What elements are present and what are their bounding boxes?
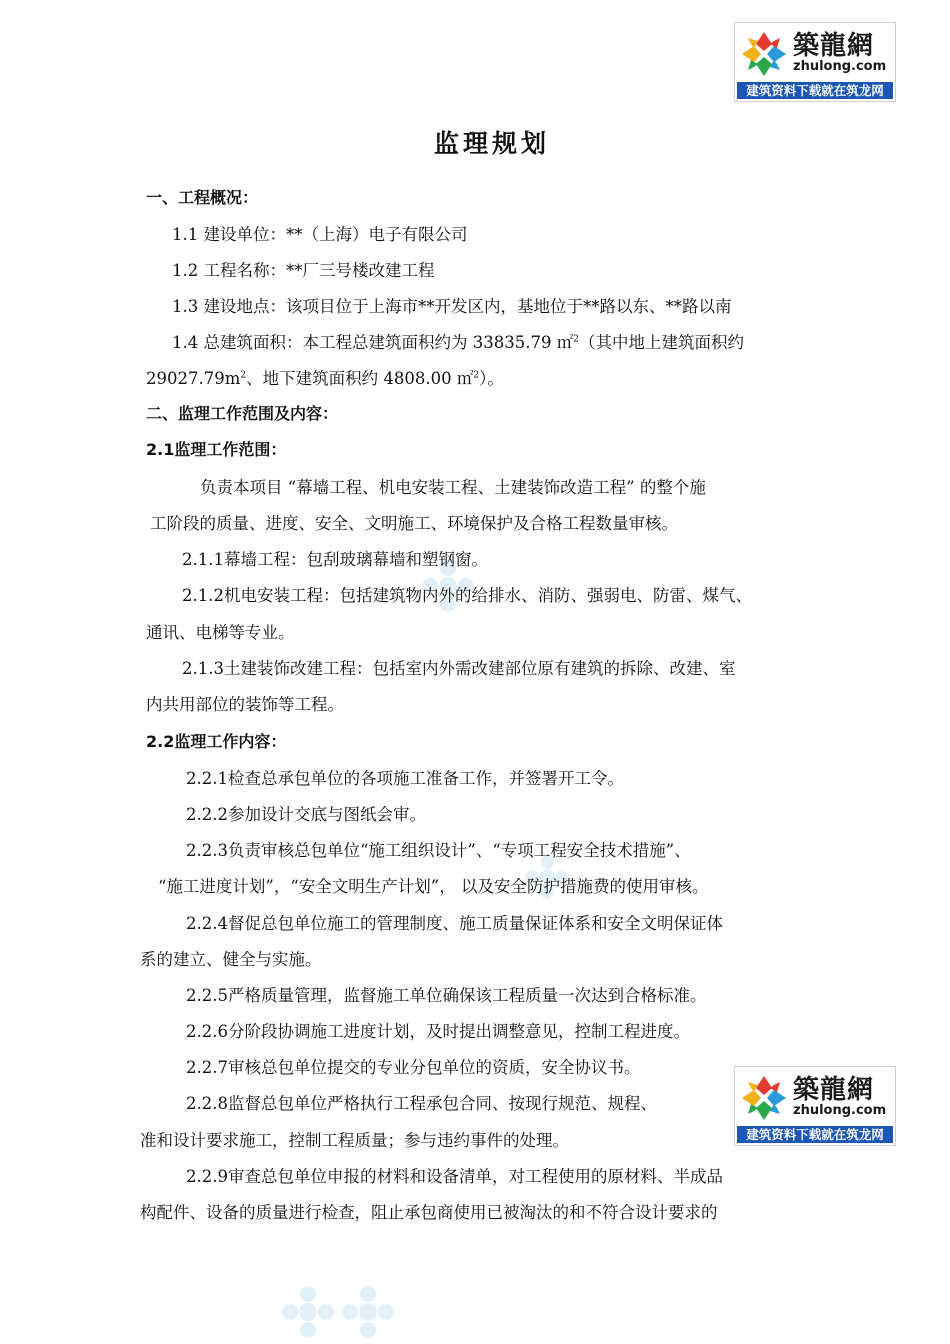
item-2-2-9-line1: 2.2.9审查总包单位申报的材料和设备清单，对工程使用的原材料、半成品 <box>186 1167 723 1186</box>
item-2-2-2: 2.2.2参加设计交底与图纸会审。 <box>186 805 426 824</box>
item-2-1-2-line2: 通讯、电梯等专业。 <box>146 623 295 642</box>
watermark-snowflake-icon <box>338 1282 398 1342</box>
zhulong-logo <box>734 1066 896 1146</box>
scope-paragraph-line1: 负责本项目 “幕墙工程、机电安装工程、土建装饰改造工程” 的整个施 <box>200 478 706 497</box>
item-1-3: 1.3 建设地点：该项目位于上海市**开发区内，基地位于**路以东、**路以南 <box>172 297 732 316</box>
item-2-2-8-line2: 准和设计要求施工，控制工程质量；参与违约事件的处理。 <box>140 1131 569 1150</box>
zhulong-logo <box>734 22 896 102</box>
item-2-2-7: 2.2.7审核总包单位提交的专业分包单位的资质，安全协议书。 <box>186 1058 641 1077</box>
item-2-2-4-line2: 系的建立、健全与实施。 <box>140 950 322 969</box>
subsection-heading: 2.2监理工作内容： <box>146 732 287 751</box>
logo-name: 築龍網 <box>793 1075 875 1105</box>
item-2-2-3-line2: “施工进度计划”，“安全文明生产计划”， 以及安全防护措施费的使用审核。 <box>158 877 709 896</box>
item-2-1-3-line1: 2.1.3土建装饰改建工程：包括室内外需改建部位原有建筑的拆除、改建、室 <box>182 659 736 678</box>
item-2-1-1: 2.1.1幕墙工程：包刮玻璃幕墙和塑钢窗。 <box>182 550 488 569</box>
logo-name: 築龍網 <box>793 31 875 61</box>
logo-slogan: 建筑资料下载就在筑龙网 <box>737 1126 893 1143</box>
item-2-1-3-line2: 内共用部位的装饰等工程。 <box>146 695 344 714</box>
item-1-4-line1: 1.4 总建筑面积：本工程总建筑面积约为 33835.79 ㎡$^2$（其中地上建筑面积约 <box>172 333 744 352</box>
logo-domain: zhulong.com <box>793 1103 887 1118</box>
scope-paragraph-line2: 工阶段的质量、进度、安全、文明施工、环境保护及合格工程数量审核。 <box>150 514 678 533</box>
watermark-snowflake-icon <box>278 1282 338 1342</box>
item-2-2-8-line1: 2.2.8监督总包单位严格执行工程承包合同、按现行规范、规程、 <box>186 1094 657 1113</box>
document-title: 监理规划 <box>433 129 550 158</box>
item-2-2-4-line1: 2.2.4督促总包单位施工的管理制度、施工质量保证体系和安全文明保证体 <box>186 914 723 933</box>
item-2-2-5: 2.2.5严格质量管理，监督施工单位确保该工程质量一次达到合格标准。 <box>186 986 707 1005</box>
item-2-2-9-line2: 构配件、设备的质量进行检查，阻止承包商使用已被淘汰的和不符合设计要求的 <box>140 1203 718 1222</box>
item-2-2-1: 2.2.1检查总承包单位的各项施工准备工作，并签署开工令。 <box>186 769 624 788</box>
section-heading: 一、工程概况： <box>146 188 259 207</box>
item-1-1: 1.1 建设单位：**（上海）电子有限公司 <box>172 225 468 244</box>
item-2-2-3-line1: 2.2.3负责审核总包单位“施工组织设计”、“专项工程安全技术措施”、 <box>186 841 691 860</box>
logo-slogan: 建筑资料下载就在筑龙网 <box>737 82 893 99</box>
item-1-2: 1.2 工程名称：**厂三号楼改建工程 <box>172 261 435 280</box>
zhulong-snowflake-icon <box>739 29 789 79</box>
item-1-4-line2: $29027.79m^2$、地下建筑面积约 4808.00 ㎡$^2$）。 <box>146 369 504 388</box>
item-2-2-6: 2.2.6分阶段协调施工进度计划，及时提出调整意见，控制工程进度。 <box>186 1022 690 1041</box>
section-heading: 二、监理工作范围及内容： <box>146 404 339 423</box>
item-2-1-2-line1: 2.1.2机电安装工程：包括建筑物内外的给排水、消防、强弱电、防雷、煤气、 <box>182 586 752 605</box>
zhulong-snowflake-icon <box>739 1073 789 1123</box>
logo-domain: zhulong.com <box>793 59 887 74</box>
subsection-heading: 2.1监理工作范围： <box>146 440 287 459</box>
